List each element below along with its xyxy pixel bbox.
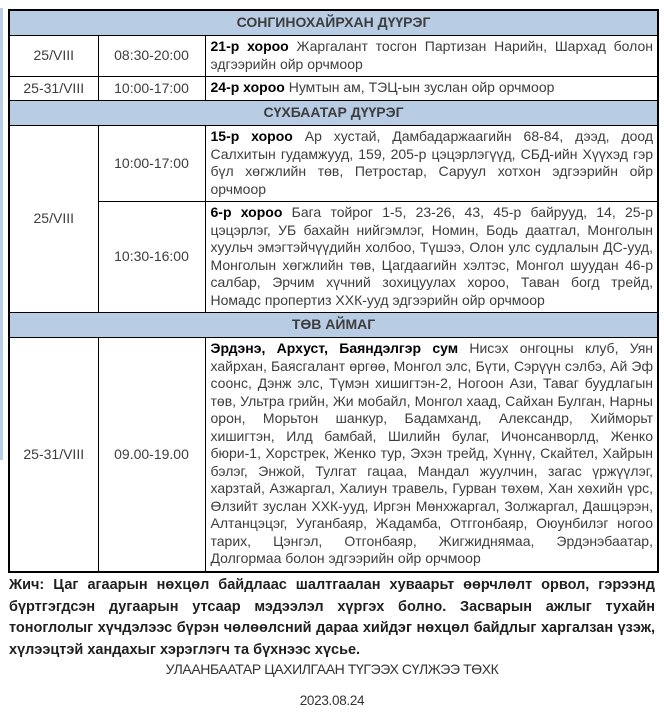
soum-label: Эрдэнэ, Архуст, Баяндэлгэр сум	[210, 340, 459, 356]
section-header-sukhbaatar: СҮХБААТАР ДҮҮРЭГ	[9, 101, 658, 126]
left-edge-artifact	[0, 8, 3, 460]
table-row-section-header	[9, 10, 658, 36]
table-row	[9, 202, 658, 313]
khoroo-label: 21-р хороо	[210, 38, 289, 54]
table-row	[9, 126, 658, 202]
area-cell	[205, 126, 658, 202]
area-cell	[205, 338, 658, 572]
company-name: УЛААНБААТАР ЦАХИЛГААН ТҮГЭЭХ СҮЛЖЭЭ ТӨХК	[165, 661, 499, 677]
khoroo-label: 6-р хороо	[210, 204, 283, 220]
document-date: 2023.08.24	[299, 693, 365, 708]
time-cell: 10:00-17:00	[98, 77, 205, 101]
footnote-text: Жич: Цаг агаарын нөхцөл байдлаас шалтгаалан хуваарьт өөрчлөлт орвол, гэрээнд бүртгэгдсэн дугаарын утсаар мэдээлэл хүргэх болно. Засварын ажлыг тухайн тоноглолыг хүчдэлээс бүрэн чөлөөлсний дараа хийдэг нөхцөл байдлыг харгалзан үзэж, хүлээцтэй хандахыг хэрэглэгч та бүхнээс хүсье.	[9, 577, 655, 658]
time-cell: 09.00-19.00	[98, 338, 205, 572]
outage-schedule-table	[8, 9, 659, 573]
area-text: Ар хустай, Дамбадаржаагийн 68-84, дээд, доод Салхитын гудамжууд, 159, 205-р цэцэрлэгүүд, СБД-ийн Хүүхэд гэр бүл хөгжлийн төв, Петростар, Саруул хотхон эдгээрийн ойр орчмоор	[210, 128, 653, 197]
table-row-section-header	[9, 101, 658, 126]
area-cell	[205, 36, 658, 77]
time-cell: 10:30-16:00	[98, 202, 205, 313]
date-cell: 25-31/VIII	[9, 77, 98, 101]
area-text: Нумтын ам, ТЭЦ-ын зуслан ойр орчмоор	[288, 79, 555, 96]
table-row	[9, 77, 658, 101]
date-cell: 25-31/VIII	[9, 338, 98, 572]
khoroo-label: 24-р хороо	[210, 79, 285, 96]
table-row	[9, 338, 658, 572]
time-cell: 08:30-20:00	[98, 36, 205, 77]
date-cell: 25/VIII	[9, 36, 98, 77]
table-row-section-header	[9, 313, 658, 338]
khoroo-label: 15-р хороо	[210, 128, 293, 144]
area-text: Жаргалант тосгон Партизан Нарийн, Шархад болон эдгээрийн ойр орчмоор	[210, 38, 653, 72]
section-header-songinokhairkhan: СОНГИНОХАЙРХАН ДҮҮРЭГ	[9, 10, 658, 36]
time-cell: 10:00-17:00	[98, 126, 205, 202]
section-header-tuv-aimag: ТӨВ АЙМАГ	[9, 313, 658, 338]
area-text: Нисэх онгоцны клуб, Уян хайрхан, Баясгалант өргөө, Монгол элс, Бүти, Сэрүүн сэлбэ, Ай Эф соонс, Дэнж элс, Түмэн хишигтэн-2, Ногоон Ази, Таваг буудлагын төв, Ультра грийн, Жи мобайл, Монгол хаад, Сайхан Булган, Нарны орон, Морьтон шанкур, Бадамханд, Александр, Хийморьт хишигтэн, Илд бамбай, Шилийн булаг, Ичонсанворлд, Женко бюри-1, Хорстрек, Женко тур, Эхэн трейд, Хүннү, Скайтел, Хайрын бэлэг, Энжой, Тулгат гацаа, Мандал жуулчин, загас үржүүлэг, харзтай, Азжаргал, Халиун травель, Гурван төхөм, Хан хөхийн үрс, Өлзийт зуслан ХХК-ууд, Иргэн Мөнхжаргал, Золжаргал, Дашцэрэн, Алтанцэцэг, Ууганбаяр, Жадамба, Отггонбаяр, Оюунбилэг ногоо тарих, Цэнгэл, Отгонбаяр, Жигжиднямаа, Эрдэнэбаатар, Долгормаа болон эдгээрийн ойр орчмоор	[210, 340, 654, 566]
date-cell: 25/VIII	[9, 126, 98, 313]
table-row	[9, 36, 658, 77]
area-cell	[205, 77, 658, 101]
area-text: Бага тойрог 1-5, 23-26, 43, 45-р байрууд, 14, 25-р цэцэрлэг, УБ бахайн нийгэмлэг, Номин, Бодь даатгал, Монголын хуульч эмэгтэйчүүдийн холбоо, Түшээ, Олон улс судлалын ДС-ууд, Монголын хөгжлийн төв, Цагдаагийн хэлтэс, Монгол шуудан 46-р салбар, Эрчим хүчний зохицуулах хороо, Таван богд трейд, Номадс пропертиз ХХК-ууд эдгээрийн ойр орчмоор	[210, 204, 653, 308]
area-cell	[205, 202, 658, 313]
